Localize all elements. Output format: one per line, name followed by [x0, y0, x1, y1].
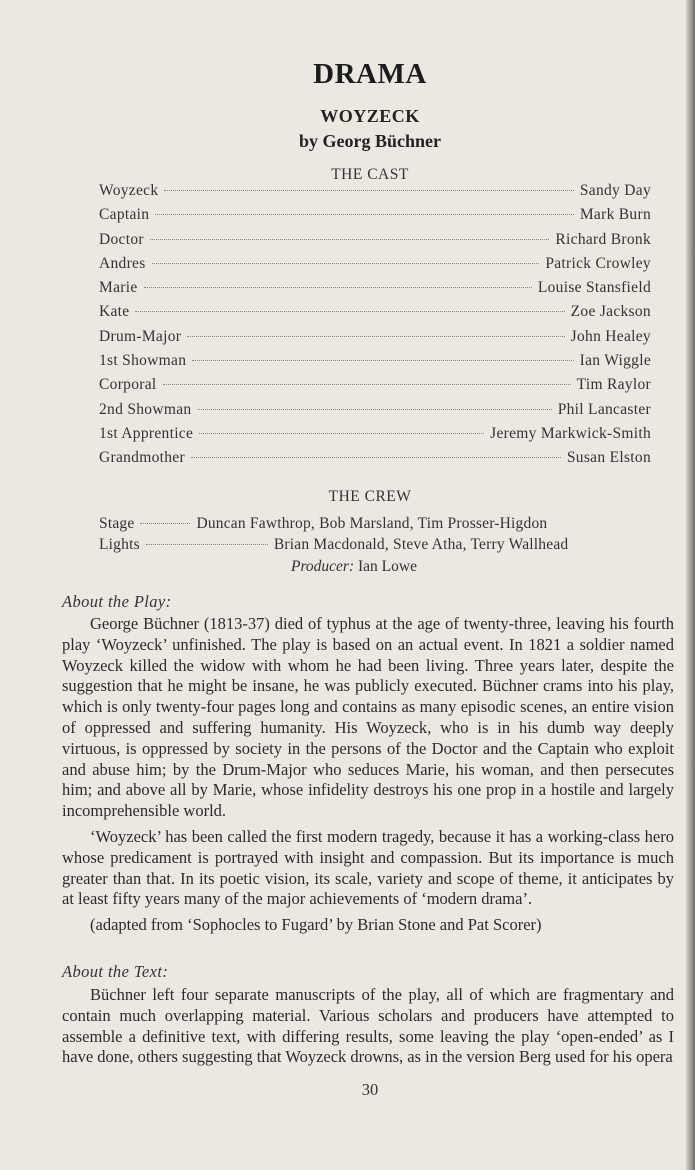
cast-actor: Zoe Jackson: [570, 303, 651, 321]
cast-actor: Jeremy Markwick-Smith: [490, 424, 651, 442]
dot-leader: [197, 409, 551, 410]
cast-role: Corporal: [99, 376, 157, 394]
dot-leader: [150, 239, 550, 240]
producer-name: Ian Lowe: [358, 558, 417, 575]
crew-role: Stage: [99, 515, 135, 532]
section-title: DRAMA: [313, 58, 427, 90]
about-play-text: [62, 614, 674, 941]
page-edge-shadow: [686, 0, 695, 1170]
paragraph: Büchner left four separate manuscripts of the play, all of which are fragmentary and contain much overlapping material. Various scholars and producers have attempted to assemble a definitive text, with differing results, some leaving the play ‘open-ended’ as I have done, others suggesting that Woyzeck drowns, as in the version Berg used for his opera: [62, 985, 674, 1067]
dot-leader: [140, 523, 190, 524]
cast-role: 2nd Showman: [99, 400, 192, 418]
cast-role: Kate: [99, 303, 130, 321]
dot-leader: [199, 433, 484, 434]
dot-leader: [164, 190, 573, 191]
dot-leader: [163, 384, 571, 385]
cast-row: [99, 182, 651, 206]
cast-actor: Tim Raylor: [576, 376, 651, 394]
cast-actor: Ian Wiggle: [579, 352, 651, 370]
crew-row-lights: [99, 536, 651, 554]
author-line: by Georg Büchner: [299, 131, 441, 151]
cast-role: Grandmother: [99, 449, 185, 467]
cast-actor: Susan Elston: [566, 449, 651, 467]
paragraph: ‘Woyzeck’ has been called the first modern tragedy, because it has a working-class hero whose predicament is portrayed with insight and compassion. But its importance is much greater than that. In its poetic vision, its scale, variety and scope of theme, it anticipates by at least fifty years many of the major achievements of ‘modern drama’.: [62, 826, 674, 909]
cast-row: [99, 425, 651, 449]
about-text-heading: About the Text:: [62, 962, 169, 981]
cast-role: 1st Apprentice: [99, 424, 194, 442]
cast-row: [99, 352, 651, 376]
cast-actor: John Healey: [570, 327, 651, 345]
cast-actor: Phil Lancaster: [557, 400, 651, 418]
cast-row: [99, 376, 651, 400]
page-number: 30: [361, 1080, 379, 1099]
dot-leader: [155, 214, 574, 215]
cast-actor: Louise Stansfield: [537, 279, 651, 297]
cast-row: [99, 449, 651, 473]
cast-role: Captain: [99, 206, 150, 224]
dot-leader: [192, 360, 573, 361]
cast-actor: Patrick Crowley: [545, 254, 651, 272]
cast-row: [99, 303, 651, 327]
cast-role: Woyzeck: [99, 182, 159, 199]
cast-row: [99, 401, 651, 425]
cast-actor: Mark Burn: [579, 206, 651, 224]
citation: (adapted from ‘Sophocles to Fugard’ by Brian Stone and Pat Scorer): [90, 915, 542, 935]
cast-role: Doctor: [99, 230, 144, 248]
cast-role: Drum-Major: [99, 327, 182, 345]
cast-role: Andres: [99, 254, 146, 272]
crew-row-stage: [99, 515, 651, 533]
about-text-text: [62, 985, 674, 1073]
cast-actor: Sandy Day: [579, 182, 651, 199]
crew-names: Brian Macdonald, Steve Atha, Terry Wallhead: [273, 536, 569, 553]
cast-row: [99, 231, 651, 255]
dot-leader: [144, 287, 532, 288]
producer-label: Producer:: [291, 558, 355, 575]
cast-row: [99, 206, 651, 230]
about-play-heading: About the Play:: [62, 592, 172, 611]
cast-row: [99, 328, 651, 352]
paragraph: George Büchner (1813-37) died of typhus at the age of twenty-three, leaving his fourth play ‘Woyzeck’ unfinished. The play is based on an actual event. In 1821 a soldier named Woyzeck killed the widow with whom he had been living. Three years later, despite the suggestion that he might be insane, he was publicly executed. Büchner crams into his play, which is only twenty-four pages long and contains as many episodic scenes, an entire vision of oppressed and suffering humanity. His Woyzeck, who is in his dumb way deeply virtuous, is oppressed by society in the persons of the Doctor and the Captain who exploit and abuse him; by the Drum-Major who seduces Marie, his woman, and then persecutes him; and above all by Marie, whose infidelity destroys his one prop in a hostile and largely incomprehensible world.: [62, 614, 674, 821]
cast-list: [99, 182, 651, 474]
cast-role: Marie: [99, 279, 138, 297]
crew-role: Lights: [99, 536, 140, 553]
producer-credit: [291, 558, 417, 576]
cast-row: [99, 279, 651, 303]
play-title: WOYZECK: [320, 106, 420, 126]
cast-role: 1st Showman: [99, 352, 187, 370]
dot-leader: [187, 336, 564, 337]
dot-leader: [135, 311, 564, 312]
dot-leader: [191, 457, 561, 458]
dot-leader: [152, 263, 540, 264]
cast-row: [99, 255, 651, 279]
crew-heading: THE CREW: [328, 488, 412, 505]
cast-heading: THE CAST: [331, 166, 409, 183]
dot-leader: [146, 544, 268, 545]
crew-names: Duncan Fawthrop, Bob Marsland, Tim Prosser-Higdon: [196, 515, 548, 532]
cast-actor: Richard Bronk: [555, 230, 651, 248]
